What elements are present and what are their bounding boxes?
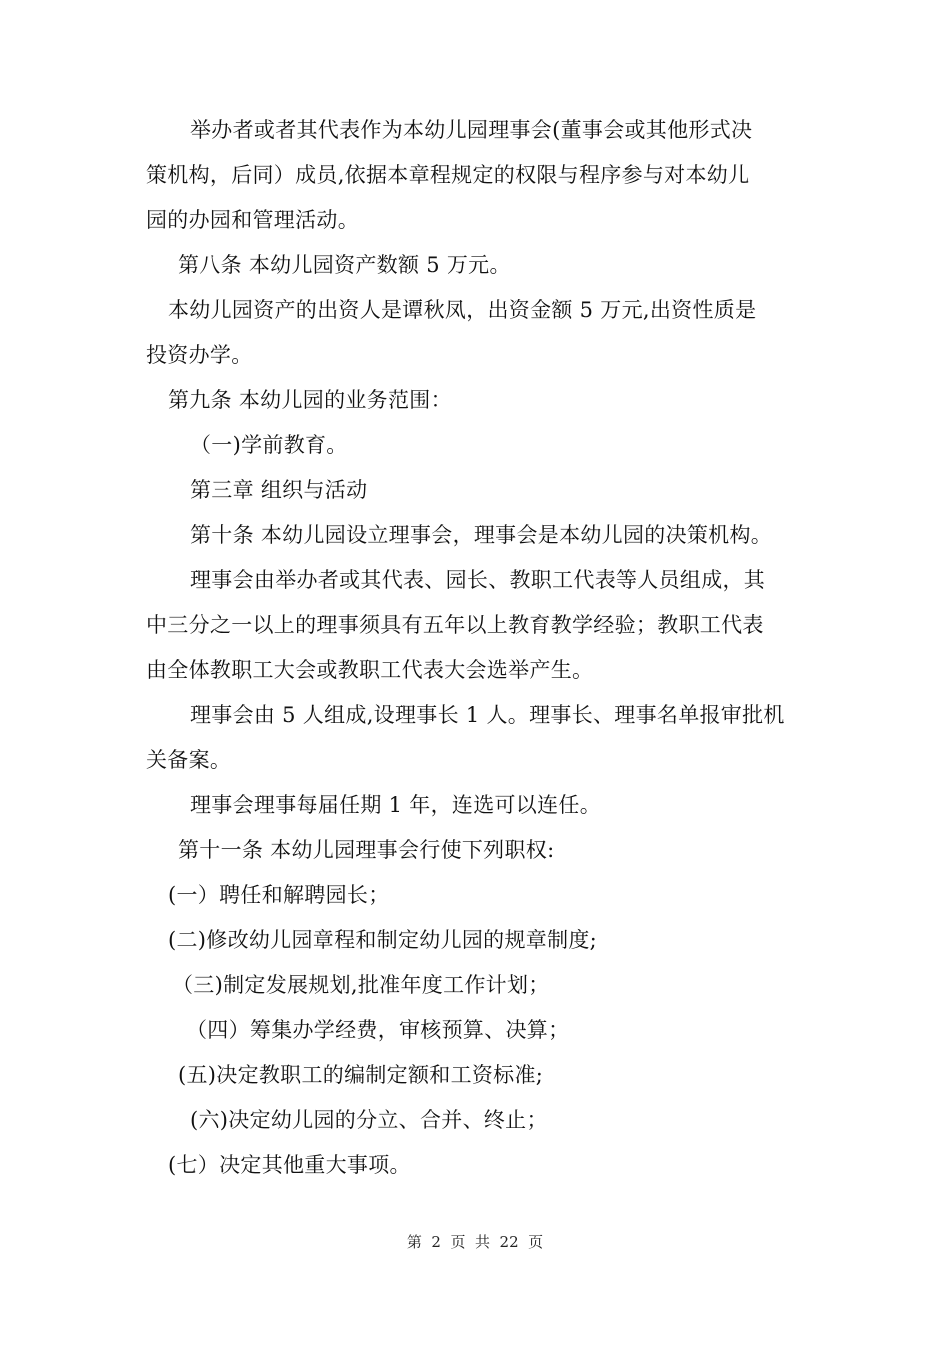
- text-line: 本幼儿园资产的出资人是谭秋凤，出资金额 5 万元,出资性质是: [168, 298, 757, 322]
- page-number-footer: 第 2 页 共 22 页: [406, 1233, 544, 1251]
- list-item: (五)决定教职工的编制定额和工资标准;: [178, 1063, 544, 1087]
- text-line: 理事会由 5 人组成,设理事长 1 人。理事长、理事名单报审批机: [190, 703, 785, 727]
- chapter-heading: 第三章 组织与活动: [190, 478, 368, 502]
- text-line: 园的办园和管理活动。: [146, 208, 359, 232]
- article-heading: 第十一条 本幼儿园理事会行使下列职权:: [178, 838, 555, 862]
- text-line: 由全体教职工大会或教职工代表大会选举产生。: [146, 658, 594, 682]
- text-line: 举办者或者其代表作为本幼儿园理事会(董事会或其他形式决: [190, 118, 753, 142]
- list-item: (七）决定其他重大事项。: [168, 1153, 411, 1177]
- list-item: (二)修改幼儿园章程和制定幼儿园的规章制度;: [168, 928, 598, 952]
- list-item: (六)决定幼儿园的分立、合并、终止；: [190, 1108, 548, 1132]
- list-item: （一)学前教育。: [190, 433, 348, 457]
- article-heading: 第八条 本幼儿园资产数额 5 万元。: [178, 253, 511, 277]
- text-line: 投资办学。: [146, 343, 253, 367]
- text-line: 理事会理事每届任期 1 年，连选可以连任。: [190, 793, 602, 817]
- text-line: 中三分之一以上的理事须具有五年以上教育教学经验；教职工代表: [146, 613, 764, 637]
- article-heading: 第十条 本幼儿园设立理事会，理事会是本幼儿园的决策机构。: [190, 523, 773, 547]
- text-line: 理事会由举办者或其代表、园长、教职工代表等人员组成，其: [190, 568, 766, 592]
- list-item: （三)制定发展规划,批准年度工作计划；: [172, 973, 550, 997]
- list-item: （四）筹集办学经费，审核预算、决算；: [186, 1018, 570, 1042]
- text-line: 关备案。: [146, 748, 232, 772]
- text-line: 策机构，后同）成员,依据本章程规定的权限与程序参与对本幼儿: [146, 163, 750, 187]
- article-heading: 第九条 本幼儿园的业务范围：: [168, 388, 452, 412]
- list-item: (一）聘任和解聘园长；: [168, 883, 390, 907]
